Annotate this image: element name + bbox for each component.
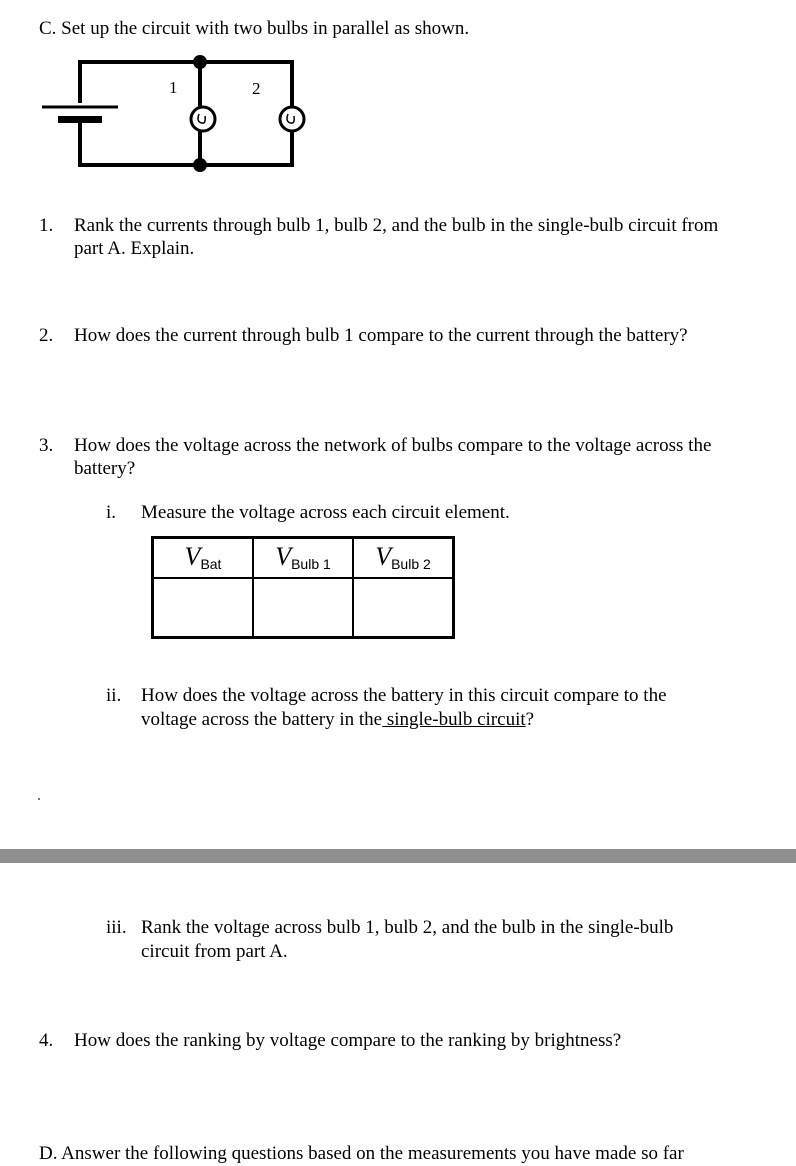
bulb-2-symbol (280, 107, 304, 131)
question-4-number: 4. (39, 1030, 54, 1051)
bulb-2-label: 2 (252, 79, 261, 98)
header-v-bulb-2 (353, 538, 454, 579)
question-3-number: 3. (39, 435, 54, 456)
sub-iii-number: iii. (106, 917, 127, 938)
bulb-1-label: 1 (169, 78, 178, 97)
question-2-text: How does the current through bulb 1 compare to the current through the battery? (74, 325, 688, 346)
v-symbol: V (275, 541, 292, 571)
header-v-bat (153, 538, 254, 579)
stray-mark (38, 798, 40, 800)
sub-ii-question-mark: ? (525, 709, 535, 730)
cell-v-bulb-2[interactable] (353, 578, 454, 638)
question-3-line-1: How does the voltage across the network of bulbs compare to the voltage across the (74, 435, 712, 456)
v-subscript-bulb-2: Bulb 2 (391, 555, 431, 572)
single-bulb-circuit-link[interactable]: single-bulb circuit (382, 709, 526, 730)
section-c-heading: C. Set up the circuit with two bulbs in parallel as shown. (39, 18, 470, 39)
sub-i-number: i. (106, 502, 117, 523)
question-2-number: 2. (39, 325, 54, 346)
question-1-number: 1. (39, 215, 54, 236)
v-subscript-bulb-1: Bulb 1 (291, 555, 331, 572)
question-4-text: How does the ranking by voltage compare to the ranking by brightness? (74, 1030, 622, 1051)
sub-ii-line-2 (141, 708, 534, 732)
question-3-line-2: battery? (74, 458, 136, 479)
sub-ii-line-2-text: voltage across the battery in the (141, 709, 383, 730)
sub-ii-number: ii. (106, 685, 122, 706)
v-subscript-bat: Bat (200, 555, 222, 572)
header-v-bulb-1 (253, 538, 353, 579)
bulb-1-symbol (191, 107, 215, 131)
question-1-line-1: Rank the currents through bulb 1, bulb 2, and the bulb in the single-bulb circuit from (74, 215, 719, 236)
sub-ii-line-1: How does the voltage across the battery in this circuit compare to the (141, 685, 667, 706)
voltage-table (151, 536, 455, 639)
parallel-circuit-diagram (38, 44, 338, 184)
v-symbol: V (375, 541, 392, 571)
cell-v-bat[interactable] (153, 578, 254, 638)
question-1-line-2: part A. Explain. (74, 238, 195, 259)
section-d-heading: D. Answer the following questions based on the measurements you have made so far (39, 1143, 684, 1164)
battery-symbol (42, 107, 118, 123)
sub-iii-line-1: Rank the voltage across bulb 1, bulb 2, and the bulb in the single-bulb (141, 917, 674, 938)
v-symbol: V (184, 541, 201, 571)
sub-i-text: Measure the voltage across each circuit element. (141, 502, 510, 523)
page-divider (0, 849, 796, 863)
sub-iii-line-2: circuit from part A. (141, 941, 288, 962)
cell-v-bulb-1[interactable] (253, 578, 353, 638)
